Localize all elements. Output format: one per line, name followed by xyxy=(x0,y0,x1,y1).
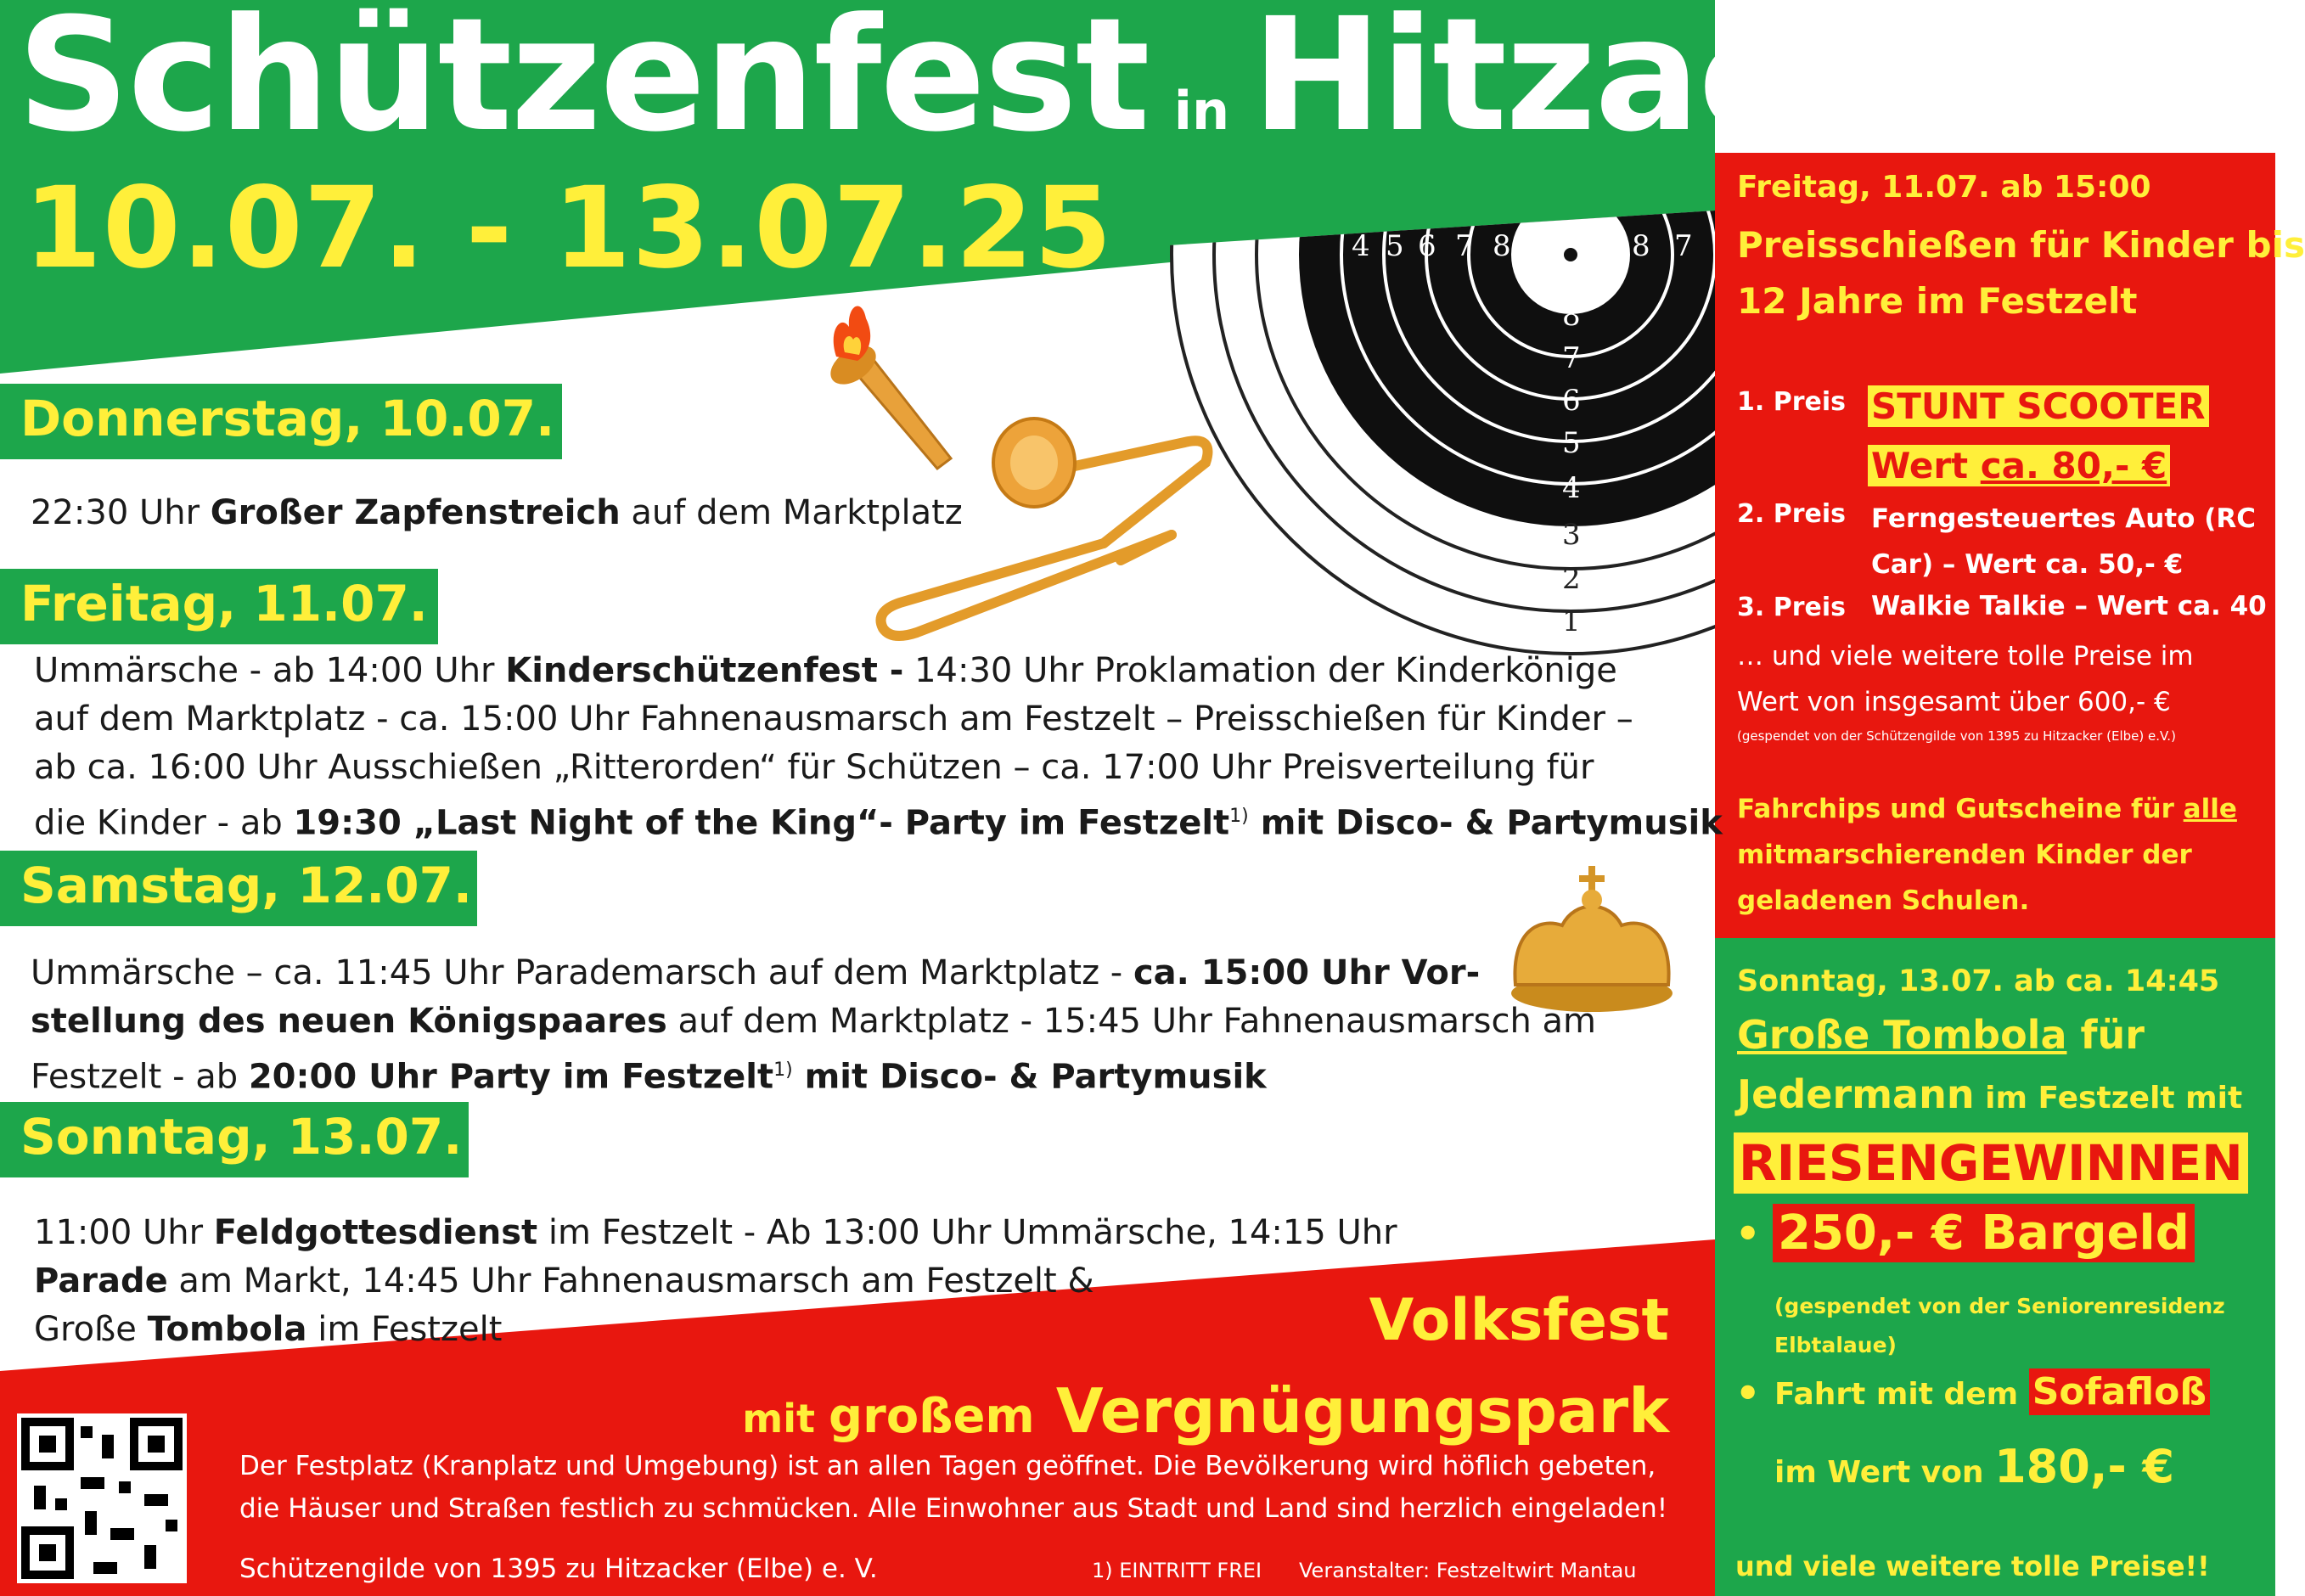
text-line: mitmarschierenden Kinder der xyxy=(1737,840,2192,870)
text-bold: mit Disco- & Partymusik xyxy=(792,1057,1267,1097)
saturday-text xyxy=(31,949,1596,1101)
text-line xyxy=(31,1046,1596,1101)
thursday-text xyxy=(31,489,963,537)
text-line xyxy=(1868,377,2209,436)
text-part: im Festzelt mit xyxy=(1974,1081,2243,1116)
prize-2 xyxy=(1871,496,2256,587)
friday-text xyxy=(34,647,1723,847)
tombola-line-2 xyxy=(1737,1071,2242,1117)
event-dates: 10.07. - 13.07.25 xyxy=(24,163,1113,294)
text-part: im Wert von xyxy=(1774,1455,1995,1490)
text-line: Wert von insgesamt über 600,- € xyxy=(1737,687,2171,717)
text-part: Wert xyxy=(1871,445,1981,486)
text-part: für xyxy=(2066,1012,2145,1058)
volksfest-description xyxy=(239,1445,1667,1530)
kids-date: Freitag, 11.07. ab 15:00 xyxy=(1737,170,2151,205)
text-part: Ummärsche - ab 14:00 Uhr xyxy=(34,651,506,690)
text-bold: ca. 15:00 Uhr Vor- xyxy=(1133,953,1481,992)
text-part: 22:30 Uhr xyxy=(31,493,211,532)
target-number: 5 xyxy=(1562,426,1581,460)
target-number: 8 xyxy=(1562,299,1581,333)
text-bold: 20:00 Uhr Party im Festzelt xyxy=(248,1057,774,1097)
title-word-2: Hitzacker xyxy=(1251,0,2067,166)
text-bold: Parade xyxy=(34,1262,168,1301)
text-line xyxy=(34,1209,1397,1257)
text-bold: Großer Zapfenstreich xyxy=(210,493,621,532)
sunday-text xyxy=(34,1209,1397,1354)
text-line: 12 Jahre im Festzelt xyxy=(1737,280,2138,322)
text-part: die Kinder - ab xyxy=(34,803,294,843)
text-line: Elbtalaue) xyxy=(1774,1333,1897,1357)
kids-sponsor: (gespendet von der Schützengilde von 1395 zu Hitzacker (Elbe) e.V.) xyxy=(1737,728,2176,744)
text-line: Car) – Wert ca. 50,- € xyxy=(1871,549,2184,580)
kids-chips xyxy=(1737,786,2237,924)
text-line: Der Festplatz (Kranplatz und Umgebung) ist an allen Tagen geöffnet. Die Bevölkerung wird höflich gebeten, xyxy=(239,1451,1656,1481)
text-part: am Markt, 14:45 Uhr Fahnenausmarsch am Festzelt & xyxy=(167,1262,1094,1301)
text-part: 180,- € xyxy=(1994,1440,2175,1493)
target-number: 1 xyxy=(1562,604,1581,638)
target-number: 8 xyxy=(1632,229,1650,263)
text-line: geladenen Schulen. xyxy=(1737,885,2030,916)
title-word-1: Schützenfest xyxy=(17,0,1149,166)
text-bold: Tombola xyxy=(147,1310,307,1349)
host: Veranstalter: Festzeltwirt Mantau xyxy=(1299,1559,1637,1582)
day-heading-thursday: Donnerstag, 10.07. xyxy=(0,384,562,459)
text-line: Ferngesteuertes Auto (RC xyxy=(1871,503,2257,534)
text-part: ca. 80,- € xyxy=(1980,445,2167,486)
text-part: im Festzelt xyxy=(306,1310,503,1349)
torch-icon xyxy=(824,306,951,469)
organizer: Schützengilde von 1395 zu Hitzacker (Elbe) e. V. xyxy=(239,1554,878,1584)
text-line: (gespendet von der Seniorenresidenz xyxy=(1774,1294,2225,1318)
text-part: Fahrt mit dem xyxy=(1774,1377,2029,1412)
text-part: auf dem Marktplatz - 15:45 Uhr Fahnenausmarsch am xyxy=(666,1002,1597,1041)
text-part: Jedermann xyxy=(1737,1071,1975,1117)
text-line xyxy=(1868,436,2209,496)
target-number: 8 xyxy=(1493,229,1511,263)
target-number: 2 xyxy=(1562,562,1581,596)
prize-2-rank: 2. Preis xyxy=(1737,499,1846,529)
text-part: großem xyxy=(828,1389,1035,1444)
tombola-line-1 xyxy=(1737,1012,2145,1058)
text-part: Große xyxy=(34,1310,148,1349)
day-heading-sunday: Sonntag, 13.07. xyxy=(0,1102,469,1177)
footnote-mark: 1) xyxy=(1229,806,1249,827)
text-line: die Häuser und Straßen festlich zu schmücken. Alle Einwohner aus Stadt und Land sind herzlich eingeladen! xyxy=(239,1493,1668,1524)
day-heading-saturday: Samstag, 12.07. xyxy=(0,851,477,926)
text-bold: stellung des neuen Königspaares xyxy=(31,1002,667,1041)
qr-code xyxy=(17,1413,187,1583)
text-part: im Festzelt - Ab 13:00 Uhr Ummärsche, 14:15 Uhr xyxy=(537,1213,1397,1252)
text-part: 14:30 Uhr Proklamation der Kinderkönige xyxy=(903,651,1617,690)
text-bold: Feldgottesdienst xyxy=(213,1213,538,1252)
target-number: 7 xyxy=(1674,229,1693,263)
target-number: 7 xyxy=(1455,229,1474,263)
text-line xyxy=(1737,786,2237,832)
volksfest-heading: Volksfest xyxy=(1369,1287,1669,1354)
tombola-item-value xyxy=(1774,1440,2174,1493)
text-line xyxy=(31,997,1596,1046)
text-line: … und viele weitere tolle Preise im xyxy=(1737,641,2194,672)
text-line xyxy=(34,1306,1397,1354)
text-part: STUNT SCOOTER xyxy=(1868,385,2209,427)
text-part: Vergnügungspark xyxy=(1034,1375,1669,1447)
text-line xyxy=(34,647,1723,695)
target-number: 4 xyxy=(1562,471,1581,505)
text-bold: Kinderschützenfest - xyxy=(505,651,904,690)
target-number: 6 xyxy=(1562,384,1581,418)
kids-title xyxy=(1737,217,2305,329)
text-part: Festzelt - ab xyxy=(31,1057,249,1097)
tombola-banner: RIESENGEWINNEN xyxy=(1734,1132,2248,1194)
text-line xyxy=(34,1257,1397,1306)
text-part: auf dem Marktplatz xyxy=(620,493,963,532)
text-part: alle xyxy=(2183,794,2237,824)
text-part: Fahrchips und Gutscheine für xyxy=(1737,794,2184,824)
target-number: 4 xyxy=(1352,229,1370,263)
target-number: 7 xyxy=(1562,341,1581,375)
footnote-mark: 1) xyxy=(773,1059,793,1081)
kids-more xyxy=(1737,633,2194,725)
target-number: 6 xyxy=(1418,229,1436,263)
tombola-sponsor xyxy=(1774,1287,2225,1365)
text-line: ab ca. 16:00 Uhr Ausschießen „Ritterorden“ für Schützen – ca. 17:00 Uhr Preisverteilung für xyxy=(34,748,1594,787)
text-part: mit xyxy=(742,1396,829,1441)
tombola-more: und viele weitere tolle Preise!! xyxy=(1735,1550,2210,1582)
target-number: 5 xyxy=(1386,229,1404,263)
title-elbe: (Elbe) xyxy=(2117,80,2294,142)
text-line xyxy=(31,949,1596,997)
day-heading-friday: Freitag, 11.07. xyxy=(0,569,438,644)
prize-3-rank: 3. Preis xyxy=(1737,593,1846,622)
bullet-1: • xyxy=(1735,1211,1761,1256)
trombone-bell-inner xyxy=(1010,436,1058,490)
text-line: Preisschießen für Kinder bis xyxy=(1737,224,2305,266)
text-bold: mit Disco- & Partymusik xyxy=(1248,803,1723,843)
prize-3: Walkie Talkie – Wert ca. 40 € xyxy=(1871,591,2295,621)
footnote: 1) EINTRITT FREI xyxy=(1092,1559,1262,1582)
target-number: 3 xyxy=(1562,518,1581,552)
tombola-item-sofa xyxy=(1774,1370,2210,1413)
text-part: Große Tombola xyxy=(1737,1012,2067,1058)
prize-1-rank: 1. Preis xyxy=(1737,387,1846,417)
text-part xyxy=(1868,445,2170,486)
text-part: Ummärsche – ca. 11:45 Uhr Parademarsch auf dem Marktplatz - xyxy=(31,953,1133,992)
bullet-2: • xyxy=(1735,1370,1761,1416)
prize-1 xyxy=(1868,377,2209,496)
title-word-in: in xyxy=(1173,80,1230,142)
text-line: auf dem Marktplatz - ca. 15:00 Uhr Fahnenausmarsch am Festzelt – Preisschießen für Kinder – xyxy=(34,700,1633,739)
volksfest-subheading xyxy=(742,1375,1669,1447)
text-line xyxy=(34,792,1723,847)
poster-title xyxy=(17,0,2293,166)
text-part: Sofafloß xyxy=(2029,1368,2210,1415)
tombola-item-cash: 250,- € Bargeld xyxy=(1773,1204,2195,1262)
text-part: 11:00 Uhr xyxy=(34,1213,214,1252)
text-bold: 19:30 „Last Night of the King“- Party im Festzelt xyxy=(293,803,1230,843)
tombola-date: Sonntag, 13.07. ab ca. 14:45 xyxy=(1737,964,2220,998)
